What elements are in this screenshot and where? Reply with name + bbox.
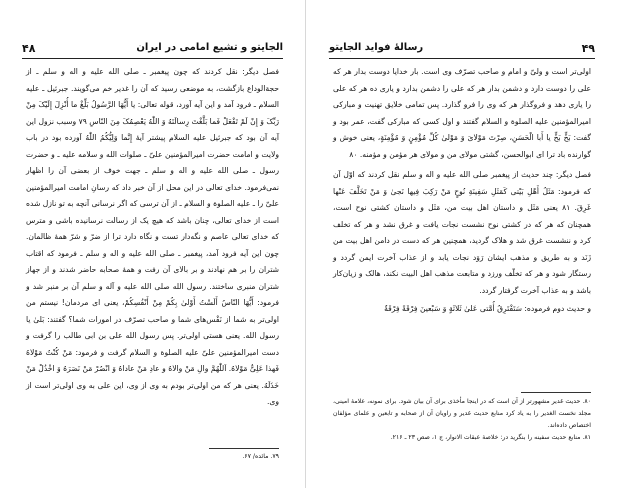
right-page-header — [329, 42, 595, 56]
footnote-80: ۸۰. حدیث غدیر مشهورتر از آن است که در اینجا مأخذی برای آن بیان شود. برای نمونه، علامهٔ امینی، مجلد نخست الغدیر را به یاد کرد منابع حدیث غدیر و راویان آن از صحابه و تابعین و علمای مؤلفان اختصاص داده‌اند. — [333, 398, 591, 429]
footnote-81: ۸۱. منابع حدیث سفینه را بنگرید در: خلاصهٔ عبقات الانوار، ج ۱، صص ۲۳ ـ ۲۱۶. — [390, 434, 591, 441]
right-footnotes — [333, 396, 591, 444]
right-footnote-rule — [521, 392, 591, 393]
right-paragraph-3: و حدیث دوم فرموده: سَتَفْتَرِقُ أُمَّتی عَلیٰ ثَلاثَةٍ وَ سَبْعینَ فِرْقَةً فِرْقَةٌ — [384, 304, 591, 313]
left-paragraph: فصل دیگر: نقل کردند که چون پیغمبر ـ صلی الله علیه و اله و سلم ـ از حجةالوداع بازگشت، به موضعی رسید که آن را غدیر خم می‌گویند. جبرئیل ـ علیه السلام ـ فرود آمد و این آیه آورد، قوله تعالی: یا أَیُّهَا الرَّسُولُ بَلِّغْ ما أُنْزِلَ إِلَیْکَ مِنْ رَبِّکَ وَ إِنْ لَمْ تَفْعَلْ فَما بَلَّغْتَ رِسالَتَهُ وَ اللّٰهُ یَعْصِمُکَ مِنَ النّاسِ ۷۹ وسبب نزول این آیه آن بود که جبرئیل علیه السلام پیشتر آیهٔ إِنَّما وَلِیُّکُمُ اللّٰهُ آورده بود در باب ولایت و امامت حضرت امیرالمؤمنین علیّ ـ صلوات الله و سلامه علیه ـ و حضرت رسول ـ صلی الله علیه و اله و سلم ـ جهت خوف از بعضی آن را اظهار نمی‌فرمود. خدای تعالی در این محل از آن خبر داد که رسانِ امامت امیرالمؤمنین علیّ را ـ علیه الصلوة و السلام ـ از آن ترسی که اگر نرسانی آنچه به تو نازل شده است از خدای تعالی، چنان باشد که هیچ یک از رسالت نرسانیده باشی و مترس که خدای تعالی عاصم و نگه‌دار تست و نگاه دارد ترا از ضرّ و شرّ همهٔ ظالمان. چون این آیه فرود آمد، پیغمبر ـ صلی الله علیه و اله و سلم ـ فرمود که اقتاب شتران را بر هم نهادند و بر بالای آن رفت و همهٔ صحابه حاضر شدند و از جهاز شتران منبری ساختند. رسول الله صلی الله علیه و آله و سلم آن بر منبر شد و فرمود: أَیُّهَا النّاسُ أَلَسْتُ أَوْلیٰ بِکُمْ مِنْ أَنْفُسِکُمْ، یعنی ای مردمان! نیستم من اولی‌تر به شما از نَفْس‌های شما و صاحب تصرّف در امورات شما؟ گفتند: بَلیٰ یا رسول الله. یعنی هستی اولی‌تر. پس رسول الله علی بن ابی طالب را گرفت و دست امیرالمؤمنین علیّ علیه الصلوة و السلام گرفت و فرمود: مَنْ کُنْتُ مَوْلاهُ فَهذا عَلِیٌّ مَوْلاهُ. اَللّٰهُمَّ والِ مَنْ والاهُ و عادِ مَنْ عاداهُ وَ انْصُرْ مَنْ نَصَرَهُ وَ اخْذُلْ مَنْ خَذَلَهُ. یعنی هر که من اولی‌تر بودم به وی از وی، این علی به وی اولی‌تر است از وی. — [26, 67, 279, 406]
right-header-rule — [329, 58, 595, 59]
right-page-number: ۴۹ — [581, 42, 595, 55]
left-page-header — [22, 42, 283, 56]
left-footnotes — [26, 451, 279, 463]
footnote-79: ۷۹. مائده/ ۶۷. — [242, 453, 279, 460]
left-running-title: الجایتو و تشیع امامی در ایران — [136, 42, 283, 53]
left-footnote-rule — [209, 448, 279, 449]
right-page — [307, 0, 617, 488]
left-page — [0, 0, 306, 488]
right-page-body — [333, 64, 591, 318]
right-paragraph-1: اولی‌تر است و ولیّ و امام و صاحب تصرّف وی است. بار خدایا دوست بدار هر که علی را دوست دارد و دشمن بدار هر که علی را دشمن بدارد و یاری ده هر که علی را یاری دهد و فروگذار هر که وی را فرو گذارد. پس تمامی خلایق تهنیت و مبارکی امیرالمؤمنین علیه الصلوة و السلام گفتند و اول کسی که مبارکی گفت، عمر بود و گفت: بَخٍّ بَخٍّ یا أَبا الْحَسَنِ، صِرْتَ مَوْلایَ وَ مَوْلیٰ کُلِّ مُؤْمِنٍ وَ مُؤْمِنَةٍ، یعنی خوش و گوارنده باد ترا ای ابوالحسن، گشتی مولای من و مولای هر مؤمن و مؤمنه. ۸۰ — [333, 67, 591, 159]
right-paragraph-2: فصل دیگر: چند حدیث از پیغمبر صلی الله علیه و اله و سلم نقل کردند که اوّل آن که فرمود: مَثَلُ أَهْلِ بَیْتی کَمَثَلِ سَفِینَةِ نُوحٍ مَنْ رَکِبَ فِیها نَجیٰ وَ مَنْ تَخَلَّفَ عَنْها غَرِقَ. ۸۱ یعنی مَثَل و داستان اهل بیت من، مَثَل و داستان کشتی نوح است، همچنان که هر که در کشتی نوح نشست نجات یافت و غرق نشد و هر که تخلف کرد و ننشست غرق شد و هلاک گردید، همچنین هر که دست در دامن اهل بیت من زَنَد و به طریق و مذهب ایشان رَوَد نجات یابد و از عذاب آخرت ایمن گردد و رستگار شود و هر که تخلّف ورزد و متابعت مذهب اهل البیت نکند، هالک و زیان‌کار باشد و به عذاب آخرت گرفتار گردد. — [333, 170, 591, 295]
left-header-rule — [22, 58, 283, 59]
left-page-number: ۴۸ — [22, 42, 36, 55]
right-running-title: رسالهٔ فواید الجایتو — [329, 42, 424, 53]
left-page-body — [26, 64, 279, 411]
